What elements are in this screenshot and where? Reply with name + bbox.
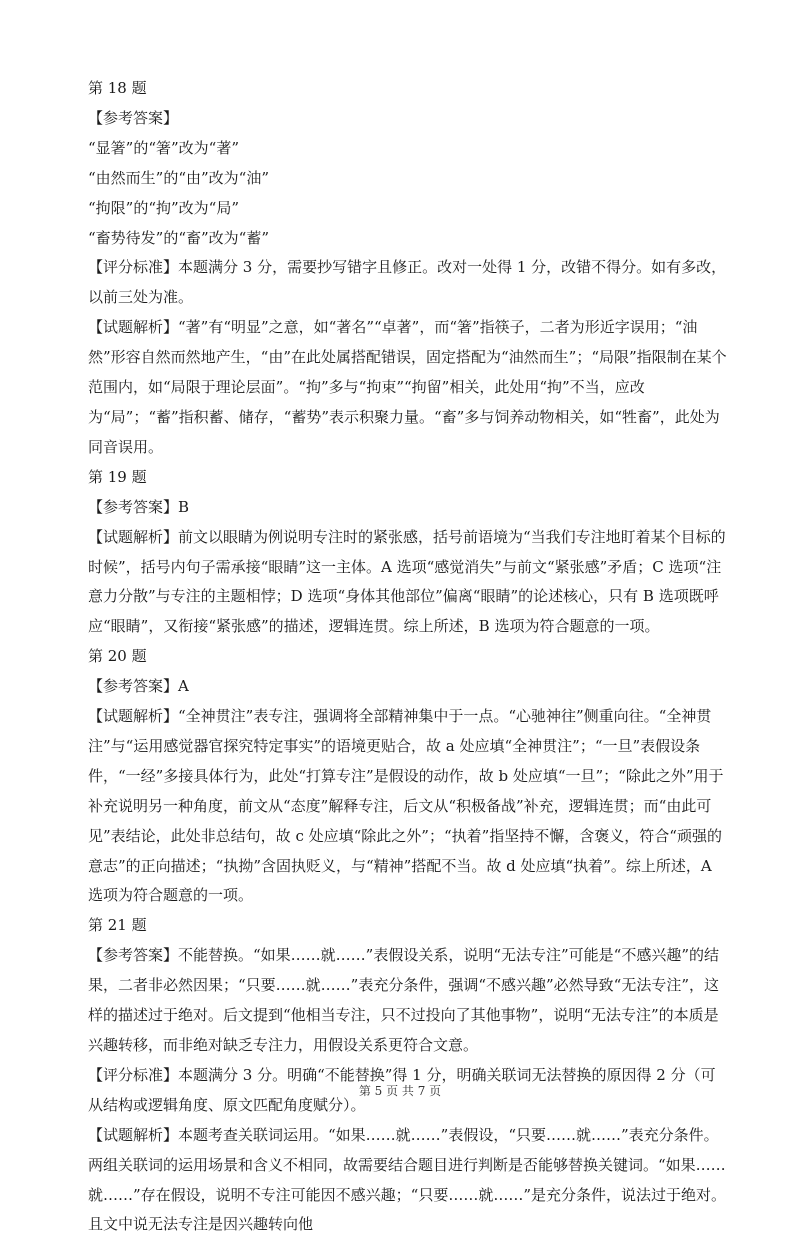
q19-analysis: 【试题解析】前文以眼睛为例说明专注时的紧张感，括号前语境为“当我们专注地盯着某个目标的时候”，括号内句子需承接“眼睛”这一主体。A 选项“感觉消失”与前文“紧张感”矛盾；C 选项“注意力分散”与专注的主题相悖；D 选项“身体其他部位”偏离“眼睛”的论述核心，只有 B 选项既呼应“眼睛”，又衔接“紧张感”的描述，逻辑连贯。综上所述，B 选项为符合题意的一项。	[88, 527, 726, 636]
q21-answer: 【参考答案】不能替换。“如果……就……”表假设关系，说明“无法专注”可能是“不感兴趣”的结果，二者非必然因果；“只要……就……”表充分条件，强调“不感兴趣”必然导致“无法专注”，这样的描述过于绝对。后文提到“他相当专注，只不过投向了其他事物”，说明“无法专注”的本质是兴趣转移，而非绝对缺乏专注力，用假设关系更符合文意。	[88, 946, 720, 1054]
page-footer: 第 5 页 共 7 页	[358, 1084, 442, 1098]
q21-scoring: 【评分标准】本题满分 3 分。明确“不能替换”得 1 分，明确关联词无法替换的原因得 2 分（可从结构或逻辑角度、原文匹配角度赋分）。	[88, 1065, 716, 1114]
q20-title: 第 20 题	[88, 647, 147, 666]
q19-title: 第 19 题	[88, 467, 147, 486]
q18-analysis: 【试题解析】“著”有“明显”之意，如“著名”“卓著”，而“箸”指筷子，二者为形近字误用；“油然”形容自然而然地产生，“由”在此处属搭配错误，固定搭配为“油然而生”；“局限”指限制在某个范围内，如“局限于理论层面”。“拘”多与“拘束”“拘留”相关，此处用“拘”不当，应改为“局”；“蓄”指积蓄、储存，“蓄势”表示积聚力量。“畜”多与饲养动物相关，如“牲畜”，此处为同音误用。	[88, 318, 727, 456]
q18-answer-line: “显箸”的“箸”改为“著”	[88, 138, 240, 157]
q20-analysis: 【试题解析】“全神贯注”表专注，强调将全部精神集中于一点。“心驰神往”侧重向往。“全神贯注”与“运用感觉器官探究特定事实”的语境更贴合，故 a 处应填“全神贯注”；“一旦”表假设条件，“一经”多接具体行为，此处“打算专注”是假设的动作，故 b 处应填“一旦”；“除此之外”用于补充说明另一种角度，前文从“态度”解释专注，后文从“积极备战”补充，逻辑连贯；而“由此可见”表结论，此处非总结句，故 c 处应填“除此之外”；“执着”指坚持不懈，含褒义，符合“顽强的意志”的正向描述；“执拗”含固执贬义，与“精神”搭配不当。故 d 处应填“执着”。综上所述，A 选项为符合题意的一项。	[88, 707, 724, 905]
q18-answer-line: “畜势待发”的“畜”改为“蓄”	[88, 228, 270, 247]
q18-title: 第 18 题	[88, 79, 147, 97]
q20-answer: 【参考答案】A	[88, 677, 189, 696]
document-page	[88, 74, 728, 1240]
q19-answer: 【参考答案】B	[88, 497, 190, 516]
q21-title: 第 21 题	[88, 916, 147, 935]
q18-answer-label: 【参考答案】	[88, 108, 179, 127]
q18-answer-line: “由然而生”的“由”改为“油”	[88, 168, 270, 187]
q21-analysis: 【试题解析】本题考查关联词运用。“如果……就……”表假设，“只要……就……”表充分条件。两组关联词的运用场景和含义不相同，故需要结合题目进行判断是否能够替换关键词。“如果……就……”存在假设，说明不专注可能因不感兴趣；“只要……就……”是充分条件，说法过于绝对。且文中说无法专注是因兴趣转向他	[88, 1125, 727, 1234]
q18-scoring: 【评分标准】本题满分 3 分，需要抄写错字且修正。改对一处得 1 分，改错不得分。如有多改，以前三处为准。	[88, 258, 727, 307]
q18-answer-line: “拘限”的“拘”改为“局”	[88, 198, 240, 217]
